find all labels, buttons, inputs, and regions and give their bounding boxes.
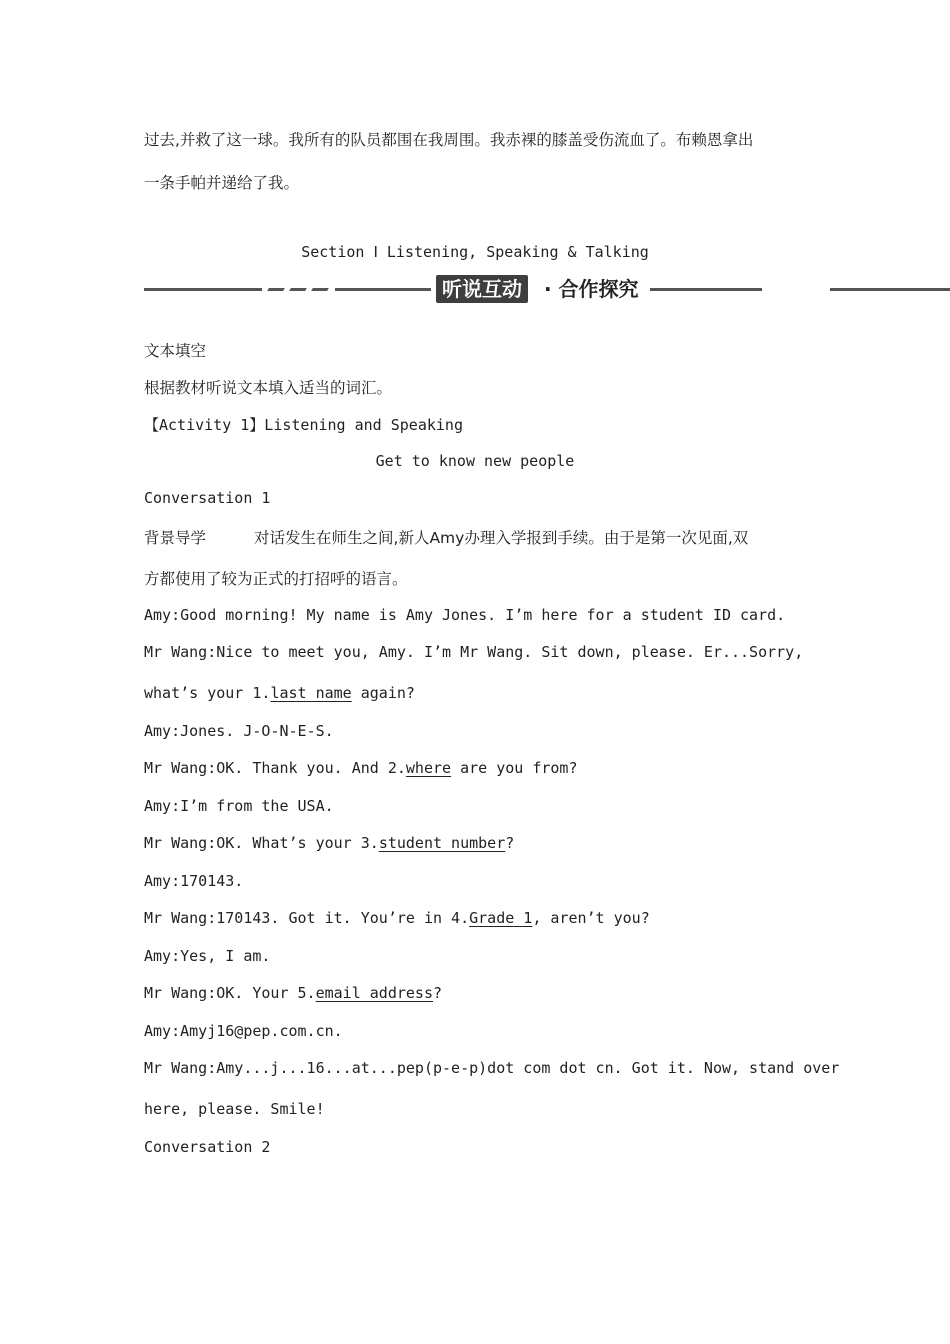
dialogue-line: here, please. Smile! <box>144 1100 325 1118</box>
dialogue-line: Amy:Good morning! My name is Amy Jones. I’m here for a student ID card. <box>144 606 786 624</box>
dialogue-line <box>144 834 514 852</box>
banner-text: · 合作探究 <box>544 277 639 301</box>
background-text-2: 方都使用了较为正式的打招呼的语言。 <box>144 570 408 588</box>
dialogue-text: Mr Wang:OK. What’s your 3. <box>144 834 379 852</box>
dialogue-line: Amy:Amyj16@pep.com.cn. <box>144 1022 343 1040</box>
dialogue-line: Amy:I’m from the USA. <box>144 797 334 815</box>
conversation-2-title: Conversation 2 <box>144 1138 271 1156</box>
banner-rule-right <box>650 288 762 291</box>
dialogue-line <box>144 759 578 777</box>
dialogue-text: are you from? <box>451 759 578 777</box>
conversation-1-title: Conversation 1 <box>144 489 271 507</box>
dialogue-text: Mr Wang:OK. Your 5. <box>144 984 316 1002</box>
banner-dash <box>267 288 285 291</box>
dialogue-text: Mr Wang:OK. Thank you. And 2. <box>144 759 406 777</box>
banner-rule-left <box>144 288 262 291</box>
dialogue-line: Amy:170143. <box>144 872 244 890</box>
dialogue-line: Mr Wang:Nice to meet you, Amy. I’m Mr Wang. Sit down, please. Er...Sorry, <box>144 643 804 661</box>
section-title: Section Ⅰ Listening, Speaking & Talking <box>301 243 649 261</box>
banner-rule-mid <box>335 288 431 291</box>
section-banner <box>0 272 950 306</box>
background-guide <box>144 526 748 548</box>
answer-1: last name <box>270 684 352 702</box>
dialogue-line <box>144 984 442 1002</box>
answer-5: email address <box>315 984 433 1002</box>
answer-3: student number <box>378 834 506 852</box>
banner-dash <box>289 288 307 291</box>
dialogue-line: Amy:Jones. J-O-N-E-S. <box>144 722 334 740</box>
dialogue-line <box>144 684 415 702</box>
dialogue-text: Mr Wang:170143. Got it. You’re in 4. <box>144 909 470 927</box>
background-label: 背景导学 <box>144 529 207 547</box>
dialogue-text: ? <box>505 834 515 852</box>
dialogue-text: ? <box>433 984 443 1002</box>
task-heading: 文本填空 <box>144 342 207 360</box>
dialogue-text: again? <box>351 684 415 702</box>
activity-label: 【Activity 1】Listening and Speaking <box>144 416 463 434</box>
background-text: 对话发生在师生之间,新人Amy办理入学报到手续。由于是第一次见面,双 <box>254 529 749 547</box>
dialogue-line: Mr Wang:Amy...j...16...at...pep(p-e-p)dot com dot cn. Got it. Now, stand over <box>144 1059 840 1077</box>
intro-line-2: 一条手帕并递给了我。 <box>144 174 300 192</box>
intro-line-1: 过去,并救了这一球。我所有的队员都围在我周围。我赤裸的膝盖受伤流血了。布赖恩拿出 <box>144 131 754 149</box>
answer-2: where <box>405 759 452 777</box>
banner-rule-far-right <box>830 288 950 291</box>
banner-dash <box>311 288 329 291</box>
dialogue-text: , aren’t you? <box>532 909 650 927</box>
answer-4: Grade 1 <box>469 909 533 927</box>
dialogue-text: what’s your 1. <box>144 684 271 702</box>
dialogue-line <box>144 909 650 927</box>
task-instruction: 根据教材听说文本填入适当的词汇。 <box>144 379 393 397</box>
dialogue-line: Amy:Yes, I am. <box>144 947 271 965</box>
banner-tag: 听说互动 <box>436 275 528 303</box>
activity-subtitle: Get to know new people <box>375 452 575 470</box>
